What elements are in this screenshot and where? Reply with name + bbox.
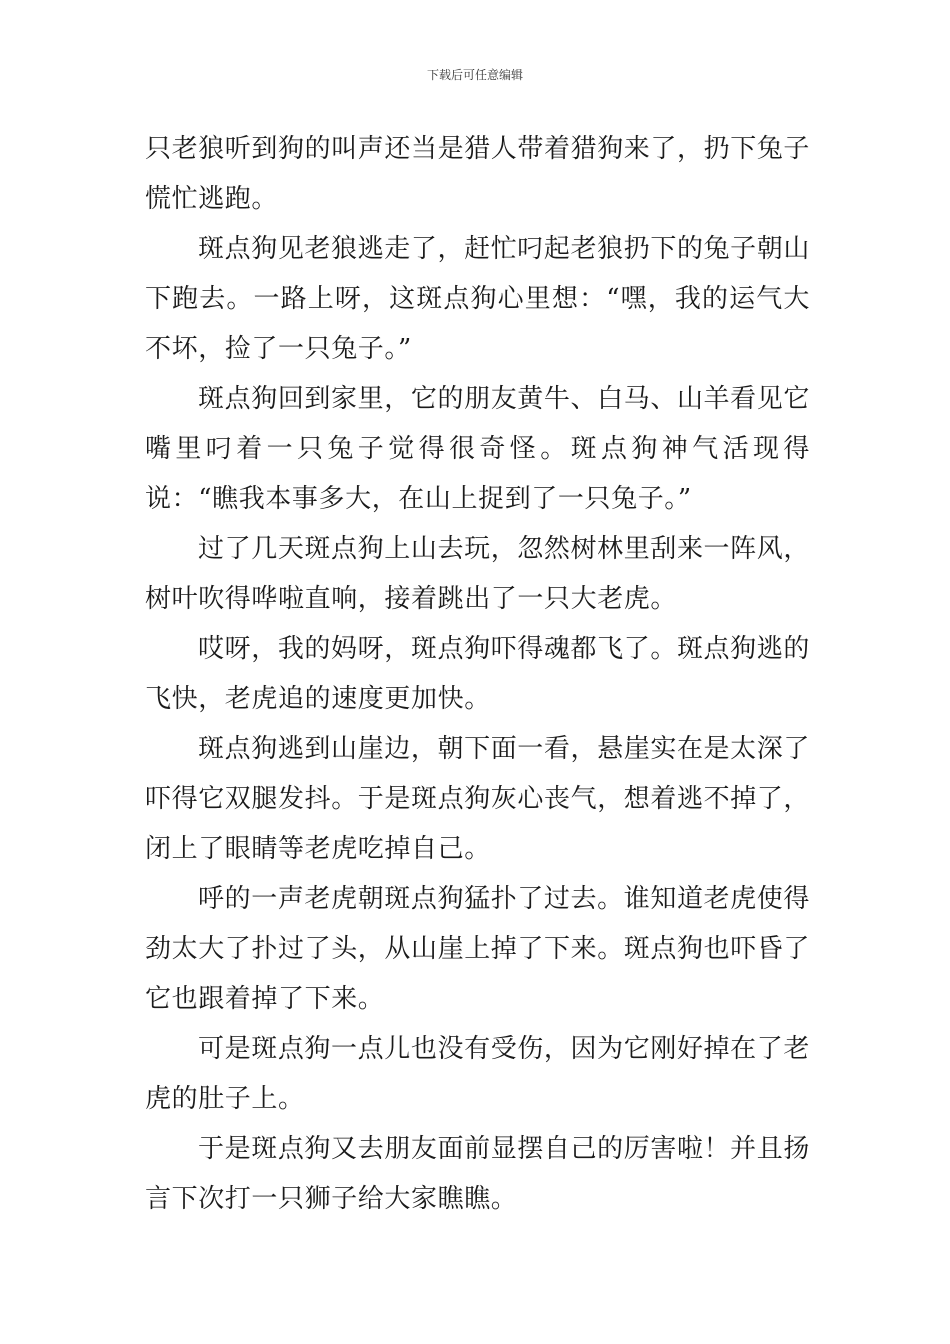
page-header-note: 下载后可任意编辑 [426, 68, 523, 82]
paragraph-6: 斑点狗逃到山崖边，朝下面一看，悬崖实在是太深了吓得它双腿发抖。于是斑点狗灰心丧气，想着逃不掉了，闭上了眼睛等老虎吃掉自己。 [145, 734, 811, 864]
paragraph-1: 只老狼听到狗的叫声还当是猎人带着猎狗来了，扔下兔子慌忙逃跑。 [145, 134, 811, 214]
paragraph-3: 斑点狗回到家里，它的朋友黄牛、白马、山羊看见它嘴里叼着一只兔子觉得很奇怪。斑点狗神气活现得说：“瞧我本事多大，在山上捉到了一只兔子。” [145, 384, 810, 514]
paragraph-4: 过了几天斑点狗上山去玩，忽然树林里刮来一阵风，树叶吹得哗啦直响，接着跳出了一只大老虎。 [145, 534, 810, 614]
paragraph-7: 呼的一声老虎朝斑点狗猛扑了过去。谁知道老虎使得劲太大了扑过了头，从山崖上掉了下来。斑点狗也吓昏了它也跟着掉了下来。 [145, 884, 811, 1014]
paragraph-9: 于是斑点狗又去朋友面前显摆自己的厉害啦！并且扬言下次打一只狮子给大家瞧瞧。 [145, 1134, 810, 1214]
paragraph-2: 斑点狗见老狼逃走了，赶忙叼起老狼扔下的兔子朝山下跑去。一路上呀，这斑点狗心里想：“嘿，我的运气大不坏，捡了一只兔子。” [145, 234, 810, 364]
document-body [145, 124, 810, 1224]
paragraph-5: 哎呀，我的妈呀，斑点狗吓得魂都飞了。斑点狗逃的飞快，老虎追的速度更加快。 [145, 634, 810, 714]
paragraph-8: 可是斑点狗一点儿也没有受伤，因为它刚好掉在了老虎的肚子上。 [145, 1034, 810, 1114]
